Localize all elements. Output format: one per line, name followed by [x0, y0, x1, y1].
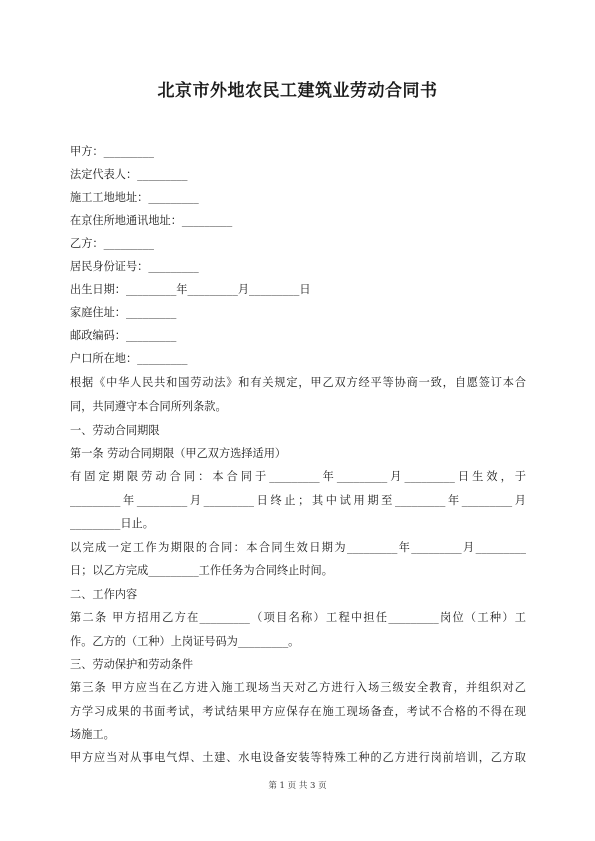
- article-1-line-3: _________日止。: [70, 517, 154, 530]
- field-legal-representative: 法定代表人：_________: [70, 168, 188, 181]
- field-home-address: 家庭住址：_________: [70, 306, 177, 319]
- field-party-a: 甲方：_________: [70, 145, 154, 158]
- section-heading-2: 二、工作内容: [70, 588, 138, 601]
- article-1-heading: 第一条 劳动合同期限（甲乙双方选择适用）: [70, 447, 287, 460]
- section-heading-1: 一、劳动合同期限: [70, 424, 160, 437]
- paragraph-preamble-line-2: 同，共同遵守本合同所列条款。: [70, 400, 227, 413]
- field-site-address: 施工工地地址：_________: [70, 191, 199, 204]
- field-birth-date: 出生日期：_________年_________月_________日: [70, 283, 311, 296]
- page-number: 第 1 页 共 3 页: [268, 781, 327, 791]
- paragraph-preamble-line-1: 根据《中华人民共和国劳动法》和有关规定，甲乙双方经平等协商一致，自愿签订本合: [70, 376, 526, 389]
- section-heading-3: 三、劳动保护和劳动条件: [70, 658, 194, 671]
- article-2-line-2: 作。乙方的（工种）上岗证号码为_________。: [70, 635, 300, 648]
- field-postal-code: 邮政编码：_________: [70, 329, 177, 342]
- article-1-line-1: 有固定期限劳动合同：本合同于_________年_________月_________日生效，于: [70, 470, 526, 483]
- document-title: 北京市外地农民工建筑业劳动合同书: [157, 81, 438, 101]
- field-beijing-address: 在京住所地通讯地址：_________: [70, 214, 233, 227]
- field-party-b: 乙方：_________: [70, 237, 154, 250]
- field-hukou: 户口所在地：_________: [70, 352, 188, 365]
- article-3-line-1: 第三条 甲方应当在乙方进入施工现场当天对乙方进行入场三级安全教育，并组织对乙: [70, 681, 526, 694]
- article-1-line-2: _________年_________月_________日终止；其中试用期至_________年_________月: [70, 494, 526, 507]
- article-3-line-2: 方学习成果的书面考试，考试结果甲方应保存在施工现场备查，考试不合格的不得在现: [70, 705, 526, 718]
- article-3-line-3: 场施工。: [70, 728, 115, 741]
- article-2-line-1: 第二条 甲方招用乙方在_________（项目名称）工程中担任_________岗位（工种）工: [70, 611, 526, 624]
- field-id-number: 居民身份证号：_________: [70, 260, 199, 273]
- article-1-line-5: 日；以乙方完成_________工作任务为合同终止时间。: [70, 564, 333, 577]
- article-1-line-4: 以完成一定工作为期限的合同：本合同生效日期为_________年_________月_________: [70, 541, 526, 554]
- article-3-line-4: 甲方应当对从事电气焊、土建、水电设备安装等特殊工种的乙方进行岗前培训，乙方取: [70, 751, 526, 764]
